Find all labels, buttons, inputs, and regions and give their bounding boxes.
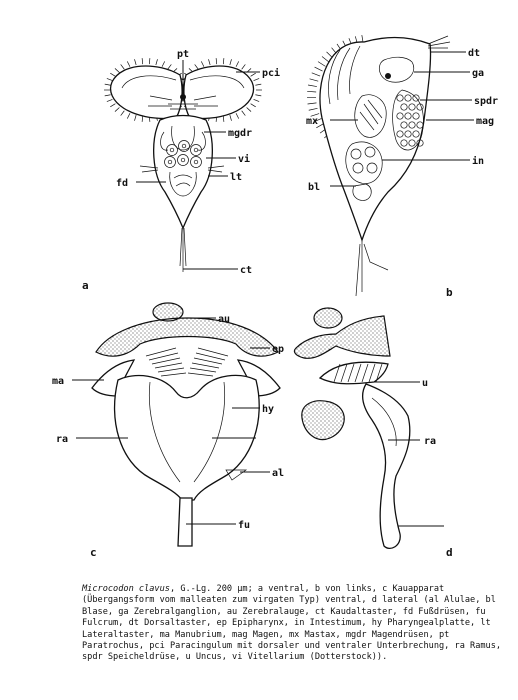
figure-d-trophi-lateral [294, 308, 444, 548]
caption-species-name: Microcodon clavus [82, 584, 170, 594]
label-ra-c: ra [56, 434, 69, 445]
panel-label-b: b [446, 286, 453, 299]
label-in: in [472, 156, 485, 167]
label-pci: pci [262, 68, 281, 79]
figure-caption [82, 584, 502, 664]
panel-label-a: a [82, 279, 89, 292]
label-ep: ep [272, 344, 285, 355]
label-dt: dt [468, 48, 481, 59]
label-pt: pt [177, 49, 190, 60]
label-fd: fd [116, 178, 129, 189]
label-fu: fu [238, 520, 251, 531]
label-lt: lt [230, 172, 243, 183]
label-vi: vi [238, 154, 251, 165]
figure-b-lateral [307, 35, 474, 296]
label-bl: bl [308, 182, 321, 193]
label-mx: mx [306, 116, 319, 127]
panel-label-d: d [446, 546, 453, 559]
label-hy: hy [262, 404, 275, 415]
figure-a-ventral [104, 58, 262, 272]
label-al: al [272, 468, 285, 479]
label-ma: ma [52, 376, 65, 387]
caption-text: , G.-Lg. 200 µm; a ventral, b von links, c Kauapparat (Übergangsform vom malleaten zum virgaten Typ) ventral, d lateral (al Alulae, bl Blase, ga Zerebralganglion, au Zerebralauge, ct Kaudaltaster, fd Fußdrüsen, fu Fulcrum, dt Dorsaltaster, ep Epipharynx, in Intestimum, hy Pharyngealplatte, lt Lateraltaster, ma Manubrium, mag Magen, mx Mastax, mgdr Magendrüsen, pt Paratrochus, pci Paracingulum mit dorsaler und ventraler Unterbrechung, ra Ramus, spdr Speicheldrüse, u Uncus, vi Vitellarium (Dotterstock)). [82, 584, 502, 663]
label-spdr: spdr [474, 96, 499, 107]
label-mgdr: mgdr [228, 128, 253, 139]
label-au: au [218, 314, 231, 325]
label-mag: mag [476, 116, 495, 127]
figure-c-trophi-ventral [72, 303, 280, 546]
label-u: u [422, 378, 429, 389]
label-ga: ga [472, 68, 485, 79]
panel-label-c: c [90, 546, 97, 559]
label-ra-d: ra [424, 436, 437, 447]
label-ct: ct [240, 265, 253, 276]
